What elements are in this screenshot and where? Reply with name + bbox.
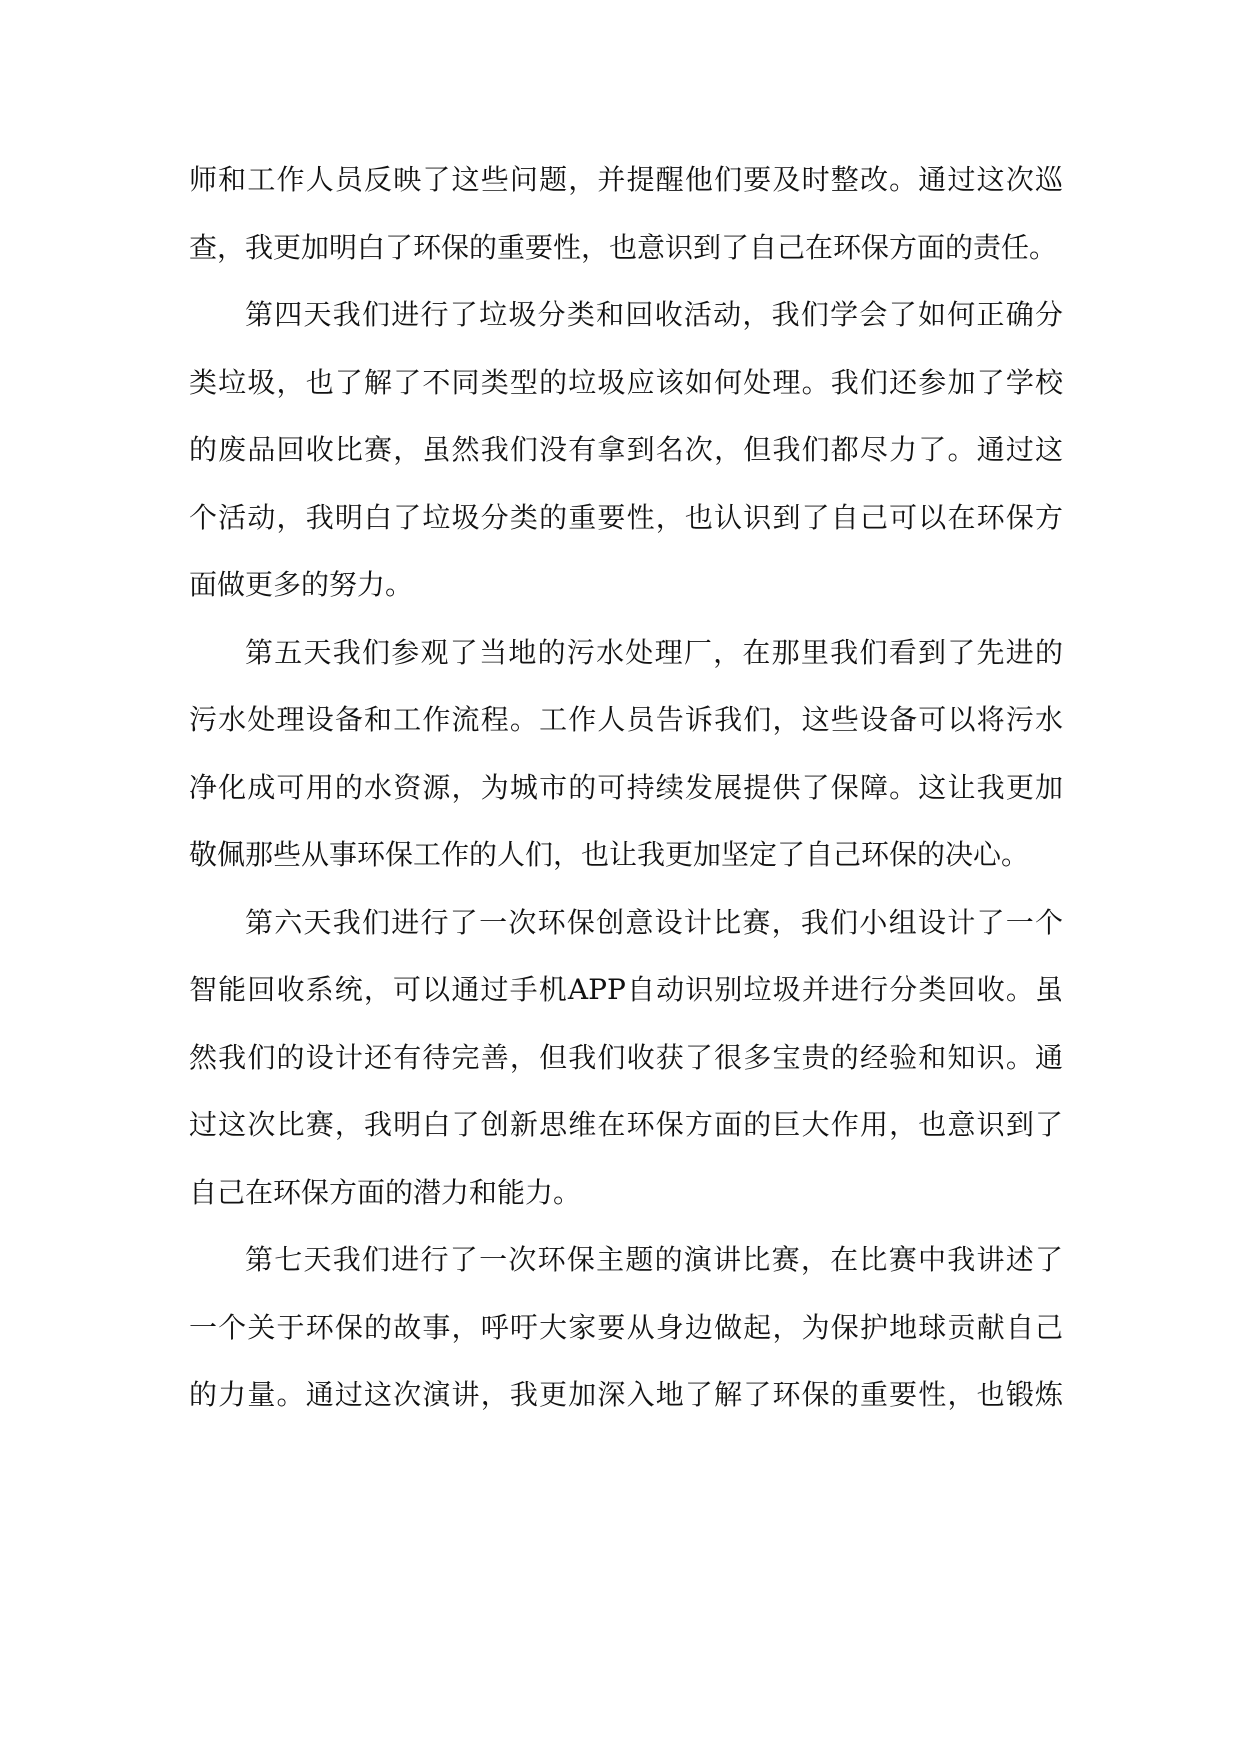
text-line: 自己在环保方面的潜力和能力。 xyxy=(189,1175,582,1209)
text-line: 一个关于环保的故事，呼吁大家要从身边做起，为保护地球贡献自己 xyxy=(189,1310,1063,1344)
text-line: 的废品回收比赛，虽然我们没有拿到名次，但我们都尽力了。通过这 xyxy=(189,433,1063,466)
paragraph-first-line: 第五天我们参观了当地的污水处理厂，在那里我们看到了先进的 xyxy=(245,635,1063,669)
paragraph-first-line: 第六天我们进行了一次环保创意设计比赛，我们小组设计了一个 xyxy=(245,905,1063,939)
text-line: 然我们的设计还有待完善，但我们收获了很多宝贵的经验和知识。通 xyxy=(189,1040,1063,1074)
text-line: 的力量。通过这次演讲，我更加深入地了解了环保的重要性，也锻炼 xyxy=(189,1378,1063,1411)
text-line: 查，我更加明白了环保的重要性，也意识到了自己在环保方面的责任。 xyxy=(189,230,1058,264)
text-line: 面做更多的努力。 xyxy=(189,568,414,601)
text-line: 个活动，我明白了垃圾分类的重要性，也认识到了自己可以在环保方 xyxy=(189,500,1063,534)
text-line: 敬佩那些从事环保工作的人们，也让我更加坚定了自己环保的决心。 xyxy=(189,838,1030,871)
paragraph-first-line: 第四天我们进行了垃圾分类和回收活动，我们学会了如何正确分 xyxy=(245,298,1063,331)
text-line: 智能回收系统，可以通过手机APP自动识别垃圾并进行分类回收。虽 xyxy=(189,973,1063,1006)
paragraph-first-line: 第七天我们进行了一次环保主题的演讲比赛，在比赛中我讲述了 xyxy=(245,1243,1063,1276)
document-body xyxy=(189,146,1063,1429)
text-line: 师和工作人员反映了这些问题，并提醒他们要及时整改。通过这次巡 xyxy=(189,163,1063,196)
text-line: 类垃圾，也了解了不同类型的垃圾应该如何处理。我们还参加了学校 xyxy=(189,365,1063,399)
text-line: 过这次比赛，我明白了创新思维在环保方面的巨大作用，也意识到了 xyxy=(189,1108,1063,1141)
text-line: 污水处理设备和工作流程。工作人员告诉我们，这些设备可以将污水 xyxy=(189,703,1063,736)
text-line: 净化成可用的水资源，为城市的可持续发展提供了保障。这让我更加 xyxy=(189,770,1063,804)
